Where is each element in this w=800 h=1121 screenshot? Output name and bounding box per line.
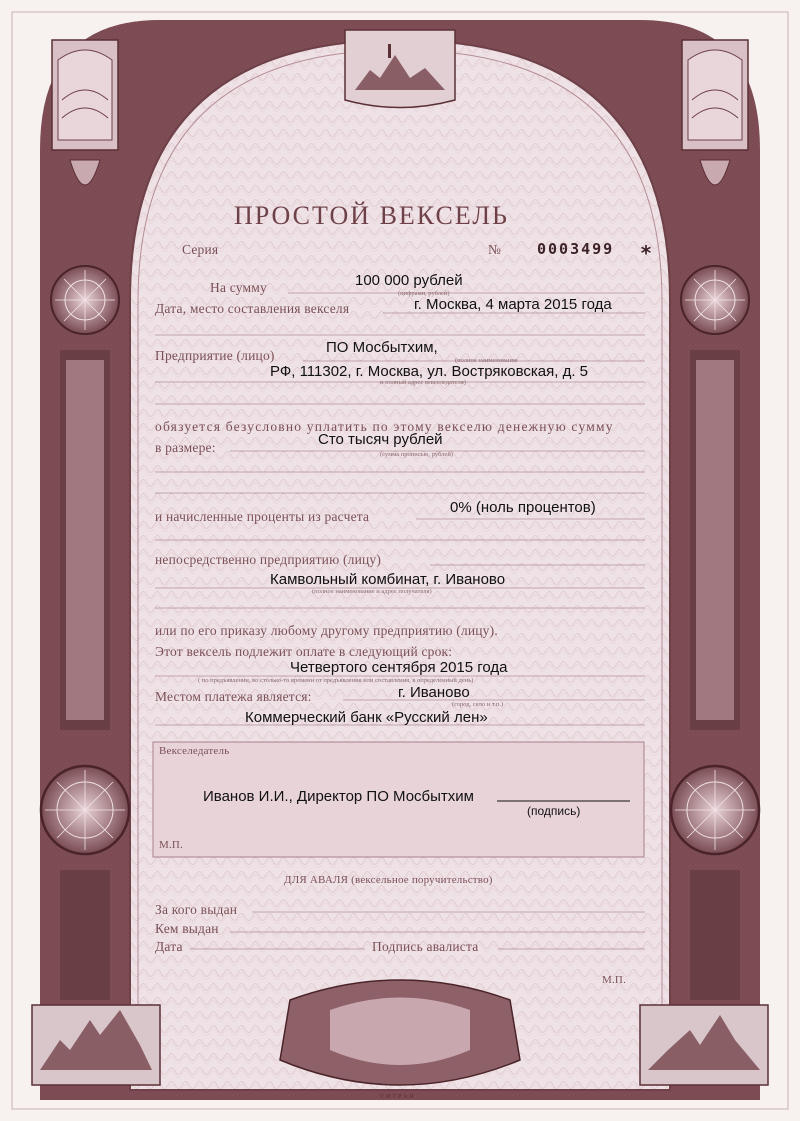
amount-words-hint: (сумма прописью, рублей) bbox=[380, 451, 453, 458]
drawer-label: Векселедатель bbox=[159, 745, 230, 757]
number-sign: № bbox=[488, 242, 502, 257]
payment-place-label: Местом платежа является: bbox=[155, 689, 312, 704]
enterprise-name: ПО Мосбытхим, bbox=[326, 339, 438, 356]
amount-words: Сто тысяч рублей bbox=[318, 431, 443, 448]
date-place-label: Дата, место составления векселя bbox=[155, 301, 350, 316]
recipient-label: непосредственно предприятию (лицу) bbox=[155, 552, 382, 567]
bank-value: Коммерческий банк «Русский лен» bbox=[245, 709, 488, 726]
payment-place-value: г. Иваново bbox=[398, 684, 470, 701]
document-title: ПРОСТОЙ ВЕКСЕЛЬ bbox=[234, 201, 509, 230]
enterprise-address: РФ, 111302, г. Москва, ул. Востряковская, д. 5 bbox=[270, 363, 589, 380]
payment-place-hint: (город, село и т.п.) bbox=[452, 701, 504, 708]
sum-value: 100 000 рублей bbox=[355, 272, 463, 289]
serial-number: 0003499 bbox=[537, 240, 615, 258]
aval-by-label: Кем выдан bbox=[155, 921, 219, 936]
printer-mark: С И Т Р А Я bbox=[380, 1093, 414, 1100]
enterprise-address-hint: и полный адрес векселедателя) bbox=[380, 379, 466, 386]
sum-hint: (цифрами, рублей) bbox=[398, 290, 450, 297]
aval-signature-label: Подпись авалиста bbox=[372, 939, 479, 954]
enterprise-label: Предприятие (лицо) bbox=[155, 348, 275, 363]
aval-date-label: Дата bbox=[155, 939, 183, 954]
obligation-text: обязуется безусловно уплатить по этому векселю денежную сумму bbox=[155, 419, 614, 434]
term-value: Четвертого сентября 2015 года bbox=[290, 659, 508, 676]
aval-title: ДЛЯ АВАЛЯ (вексельное поручительство) bbox=[284, 874, 493, 886]
aval-for-label: За кого выдан bbox=[155, 902, 238, 917]
term-hint: ( по предъявлении, во столько-то времени от предъявления или составления, в определенный день) bbox=[198, 677, 474, 684]
recipient-hint: (полное наименование и адрес получателя) bbox=[312, 588, 432, 595]
interest-value: 0% (ноль процентов) bbox=[450, 499, 596, 516]
recipient-value: Камвольный комбинат, г. Иваново bbox=[270, 571, 506, 588]
aval-stamp-label: М.П. bbox=[602, 974, 627, 986]
kremlin-vignette bbox=[345, 30, 455, 108]
enterprise-name-hint: (полное наименование bbox=[455, 357, 518, 364]
bottom-cartouche bbox=[280, 980, 520, 1085]
asterisk-mark: * bbox=[640, 241, 655, 265]
amount-label: в размере: bbox=[155, 440, 216, 455]
drawer-value: Иванов И.И., Директор ПО Мосбытхим bbox=[203, 788, 474, 805]
series-label: Серия bbox=[182, 242, 219, 257]
stamp-label: М.П. bbox=[159, 839, 184, 851]
interest-label: и начисленные проценты из расчета bbox=[155, 509, 370, 524]
date-place-value: г. Москва, 4 марта 2015 года bbox=[414, 296, 612, 313]
signature-hint: (подпись) bbox=[527, 804, 581, 818]
order-text: или по его приказу любому другому предприятию (лицу). bbox=[155, 623, 498, 638]
term-label: Этот вексель подлежит оплате в следующий срок: bbox=[155, 644, 453, 659]
sum-label: На сумму bbox=[210, 280, 267, 295]
